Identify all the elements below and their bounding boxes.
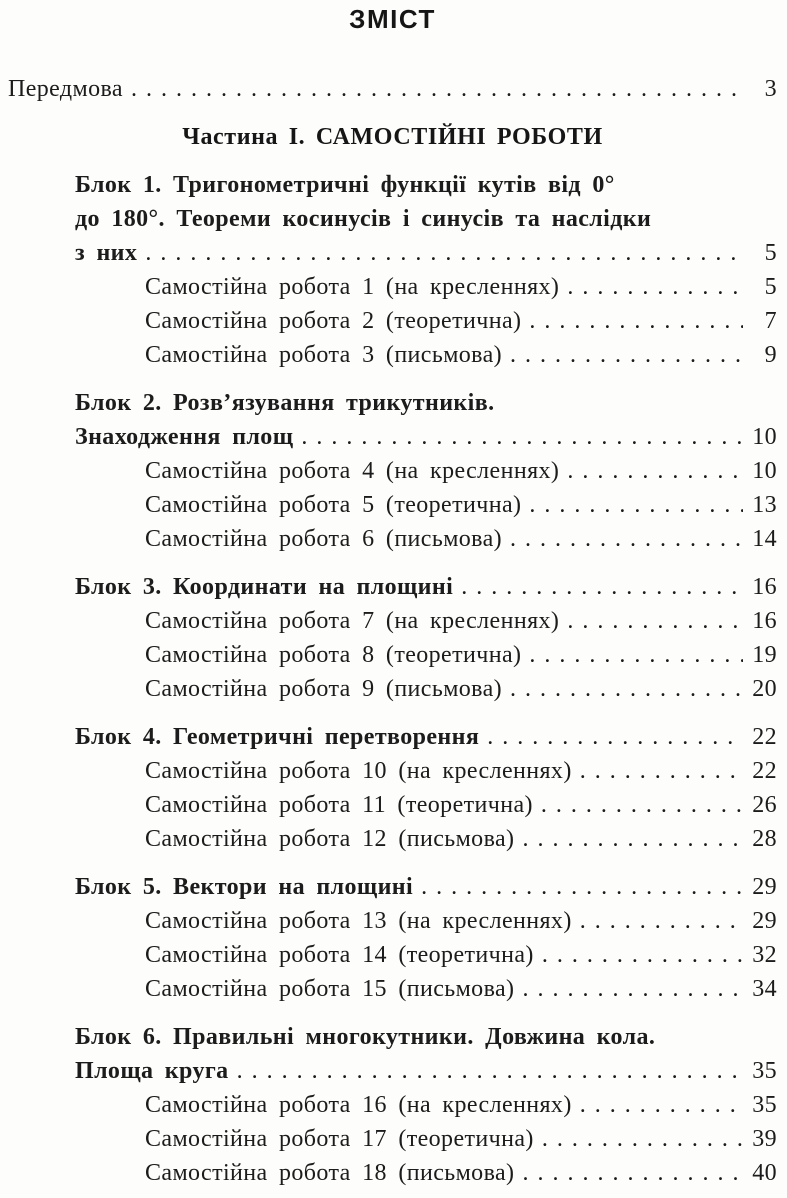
page-number: 7 <box>764 308 777 334</box>
toc-item <box>8 938 777 972</box>
entry-label: Самостійна робота 17 (теоретична) <box>145 1126 534 1152</box>
dot-leader <box>145 236 743 270</box>
toc-block-1 <box>8 168 777 372</box>
dot-leader <box>237 1054 743 1088</box>
toc-block-2 <box>8 386 777 556</box>
block-title-end-line <box>8 1054 777 1088</box>
block-title-text: з них <box>75 240 138 266</box>
dot-leader <box>567 454 743 488</box>
toc-item <box>8 672 777 706</box>
block-title-text: Площа круга <box>75 1058 229 1084</box>
toc-item <box>8 972 777 1006</box>
block-title-end-line <box>8 870 777 904</box>
toc-item <box>8 1122 777 1156</box>
entry-label: Самостійна робота 11 (теоретична) <box>145 792 533 818</box>
dot-leader <box>580 754 743 788</box>
toc-item <box>8 754 777 788</box>
dot-leader <box>301 420 743 454</box>
entry-label: Самостійна робота 9 (письмова) <box>145 676 503 702</box>
page-number: 35 <box>752 1058 777 1084</box>
page-number: 22 <box>752 758 777 784</box>
page-number: 28 <box>752 826 777 852</box>
page-title: ЗМІСТ <box>349 4 436 34</box>
toc-block-3 <box>8 570 777 706</box>
entry-label: Самостійна робота 10 (на кресленнях) <box>145 758 572 784</box>
toc-item <box>8 904 777 938</box>
toc-block-5 <box>8 870 777 1006</box>
block-title-text: Блок 2. Розв’язування трикутників. <box>75 390 495 416</box>
page-number: 26 <box>752 792 777 818</box>
page-number: 20 <box>752 676 777 702</box>
dot-leader <box>542 938 743 972</box>
toc-item <box>8 788 777 822</box>
toc-item <box>8 604 777 638</box>
block-title-line <box>8 202 777 236</box>
block-title-line <box>8 1020 777 1054</box>
dot-leader <box>529 304 743 338</box>
entry-label: Самостійна робота 18 (письмова) <box>145 1160 515 1186</box>
dot-leader <box>567 270 743 304</box>
toc-item <box>8 522 777 556</box>
page-number: 32 <box>752 942 777 968</box>
block-title-text: Блок 1. Тригонометричні функції кутів від 0° <box>75 172 615 198</box>
dot-leader <box>522 972 743 1006</box>
block-title-line <box>8 168 777 202</box>
block-title-text: Блок 6. Правильні многокутники. Довжина кола. <box>75 1024 656 1050</box>
entry-label: Самостійна робота 2 (теоретична) <box>145 308 522 334</box>
dot-leader <box>510 672 743 706</box>
page-number: 13 <box>752 492 777 518</box>
entry-label: Самостійна робота 4 (на кресленнях) <box>145 458 560 484</box>
toc-block-4 <box>8 720 777 856</box>
dot-leader <box>522 822 743 856</box>
dot-leader <box>529 488 743 522</box>
toc-entry-preface <box>8 72 777 106</box>
block-title-end-line <box>8 720 777 754</box>
dot-leader <box>510 338 743 372</box>
dot-leader <box>541 788 743 822</box>
entry-label: Самостійна робота 12 (письмова) <box>145 826 515 852</box>
toc-item <box>8 454 777 488</box>
page-number: 9 <box>764 342 777 368</box>
page-number: 35 <box>752 1092 777 1118</box>
toc-item <box>8 488 777 522</box>
page-number: 29 <box>752 908 777 934</box>
entry-label: Самостійна робота 14 (теоретична) <box>145 942 534 968</box>
toc-item <box>8 1088 777 1122</box>
entry-label: Самостійна робота 3 (письмова) <box>145 342 503 368</box>
page-number: 34 <box>752 976 777 1002</box>
block-title-text: Блок 5. Вектори на площині <box>75 874 414 900</box>
block-title-text: Знаходження площ <box>75 424 294 450</box>
toc-item <box>8 822 777 856</box>
toc-item <box>8 1156 777 1190</box>
toc-item <box>8 338 777 372</box>
page-number: 16 <box>752 574 777 600</box>
toc-block-6 <box>8 1020 777 1190</box>
page-number: 5 <box>764 274 777 300</box>
entry-label: Передмова <box>8 76 123 102</box>
block-title-end-line <box>8 570 777 604</box>
dot-leader <box>529 638 743 672</box>
page-number: 40 <box>752 1160 777 1186</box>
page-number: 29 <box>752 874 777 900</box>
dot-leader <box>580 904 743 938</box>
entry-label: Самостійна робота 7 (на кресленнях) <box>145 608 560 634</box>
block-title-text: Блок 3. Координати на площині <box>75 574 454 600</box>
dot-leader <box>580 1088 743 1122</box>
page-number: 14 <box>752 526 777 552</box>
block-title-end-line <box>8 236 777 270</box>
dot-leader <box>522 1156 743 1190</box>
page-number: 19 <box>752 642 777 668</box>
dot-leader <box>510 522 743 556</box>
part-heading: Частина I. САМОСТІЙНІ РОБОТИ <box>182 124 603 150</box>
page-number: 16 <box>752 608 777 634</box>
entry-label: Самостійна робота 6 (письмова) <box>145 526 503 552</box>
dot-leader <box>421 870 743 904</box>
dot-leader <box>542 1122 743 1156</box>
dot-leader <box>567 604 743 638</box>
entry-label: Самостійна робота 15 (письмова) <box>145 976 515 1002</box>
page-number: 39 <box>752 1126 777 1152</box>
dot-leader <box>131 72 743 106</box>
page-number: 3 <box>764 76 777 102</box>
dot-leader <box>461 570 743 604</box>
page-number: 10 <box>752 424 777 450</box>
block-title-end-line <box>8 420 777 454</box>
block-title-text: до 180°. Теореми косинусів і синусів та наслідки <box>75 206 652 232</box>
page-number: 10 <box>752 458 777 484</box>
toc-item <box>8 270 777 304</box>
toc-item <box>8 638 777 672</box>
entry-label: Самостійна робота 13 (на кресленнях) <box>145 908 572 934</box>
entry-label: Самостійна робота 5 (теоретична) <box>145 492 522 518</box>
entry-label: Самостійна робота 16 (на кресленнях) <box>145 1092 572 1118</box>
block-title-line <box>8 386 777 420</box>
entry-label: Самостійна робота 1 (на кресленнях) <box>145 274 560 300</box>
page-number: 5 <box>764 240 777 266</box>
entry-label: Самостійна робота 8 (теоретична) <box>145 642 522 668</box>
toc-item <box>8 304 777 338</box>
dot-leader <box>487 720 743 754</box>
page-number: 22 <box>752 724 777 750</box>
block-title-text: Блок 4. Геометричні перетворення <box>75 724 480 750</box>
